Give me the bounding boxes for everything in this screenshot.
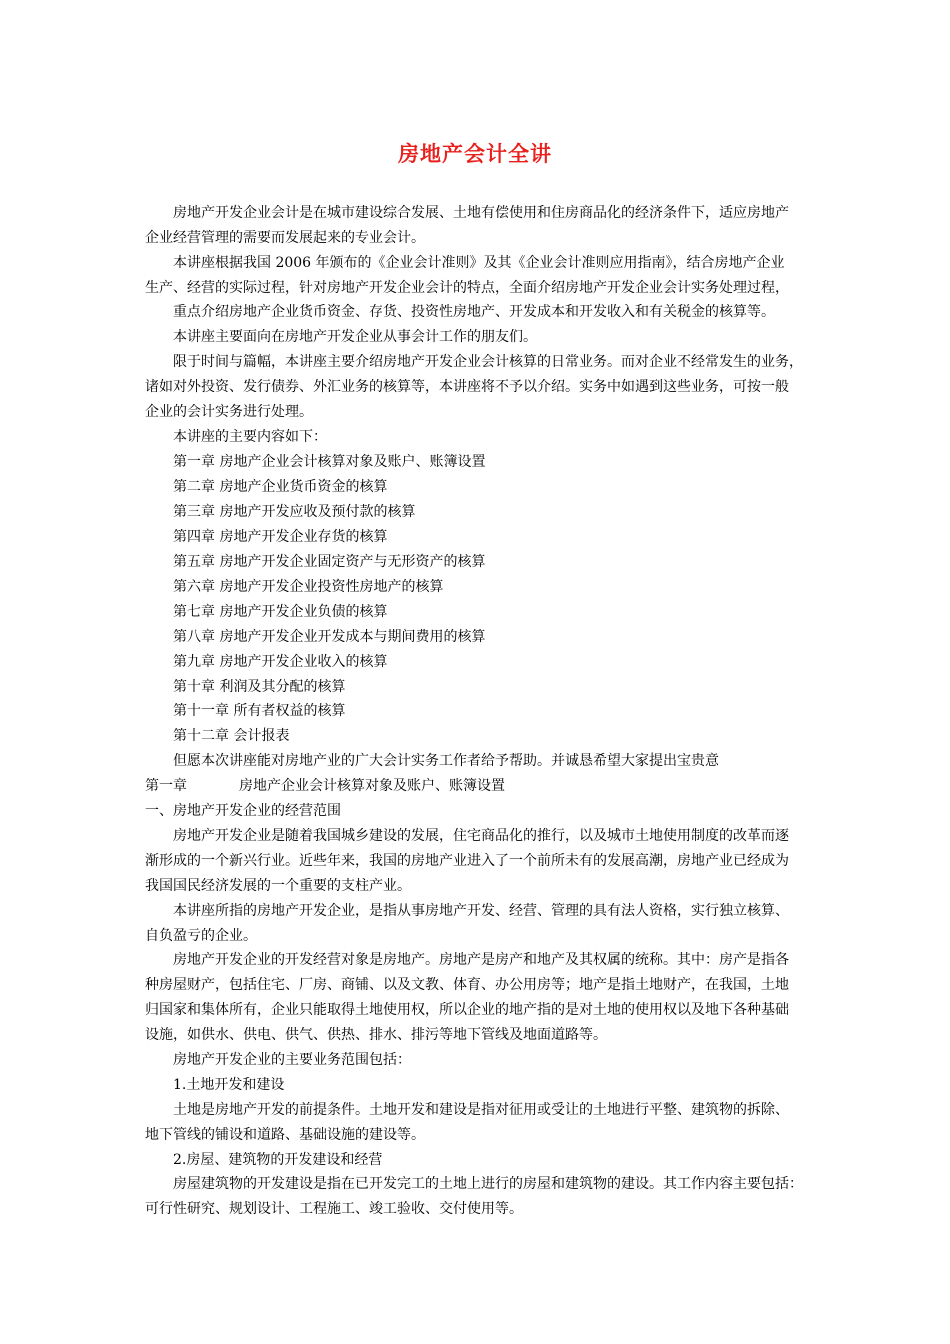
paragraph-line: 设施，如供水、供电、供气、供热、排水、排污等地下管线及地面道路等。 bbox=[145, 1027, 607, 1043]
paragraph-line: 本讲座主要面向在房地产开发企业从事会计工作的朋友们。 bbox=[173, 329, 537, 345]
paragraph-line: 企业的会计实务进行处理。 bbox=[145, 404, 313, 420]
toc-item: 第三章 房地产开发应收及预付款的核算 bbox=[173, 504, 416, 520]
paragraph-line: 房地产开发企业会计是在城市建设综合发展、土地有偿使用和住房商品化的经济条件下，适应房地产 bbox=[173, 205, 789, 221]
toc-item: 第十二章 会计报表 bbox=[173, 728, 290, 744]
paragraph-line: 房地产开发企业的开发经营对象是房地产。房地产是房产和地产及其权属的统称。其中：房产是指各 bbox=[173, 952, 789, 968]
paragraph-line: 本讲座的主要内容如下： bbox=[173, 429, 327, 445]
paragraph-line: 地下管线的铺设和道路、基础设施的建设等。 bbox=[145, 1127, 425, 1143]
toc-item: 第一章 房地产企业会计核算对象及账户、账簿设置 bbox=[173, 454, 486, 470]
subsection-heading: 1.土地开发和建设 bbox=[173, 1077, 285, 1093]
toc-item: 第十章 利润及其分配的核算 bbox=[173, 679, 346, 695]
toc-item: 第十一章 所有者权益的核算 bbox=[173, 703, 346, 719]
chapter-number: 第一章 bbox=[145, 778, 187, 794]
subsection-heading: 2.房屋、建筑物的开发建设和经营 bbox=[173, 1152, 383, 1168]
paragraph-line: 房屋建筑物的开发建设是指在已开发完工的土地上进行的房屋和建筑物的建设。其工作内容主要包括： bbox=[173, 1176, 803, 1192]
paragraph-line: 诸如对外投资、发行债券、外汇业务的核算等，本讲座将不予以介绍。实务中如遇到这些业务，可按一般 bbox=[145, 379, 789, 395]
chapter-title: 房地产企业会计核算对象及账户、账簿设置 bbox=[239, 778, 505, 794]
paragraph-line: 重点介绍房地产企业货币资金、存货、投资性房地产、开发成本和开发收入和有关税金的核算等。 bbox=[173, 304, 775, 320]
paragraph-line: 但愿本次讲座能对房地产业的广大会计实务工作者给予帮助。并诚恳希望大家提出宝贵意 bbox=[173, 753, 719, 769]
toc-item: 第五章 房地产开发企业固定资产与无形资产的核算 bbox=[173, 554, 486, 570]
paragraph-line: 本讲座根据我国 2006 年颁布的《企业会计准则》及其《企业会计准则应用指南》，结合房地产企业 bbox=[173, 255, 785, 271]
toc-item: 第四章 房地产开发企业存货的核算 bbox=[173, 529, 388, 545]
paragraph-line: 房地产开发企业的主要业务范围包括： bbox=[173, 1052, 411, 1068]
paragraph-line: 限于时间与篇幅，本讲座主要介绍房地产开发企业会计核算的日常业务。而对企业不经常发生的业务， bbox=[173, 354, 803, 370]
paragraph-line: 渐形成的一个新兴行业。近些年来，我国的房地产业进入了一个前所未有的发展高潮，房地产业已经成为 bbox=[145, 853, 789, 869]
paragraph-line: 可行性研究、规划设计、工程施工、竣工验收、交付使用等。 bbox=[145, 1201, 523, 1217]
paragraph-line: 种房屋财产，包括住宅、厂房、商铺、以及文教、体育、办公用房等；地产是指土地财产，在我国，土地 bbox=[145, 977, 789, 993]
paragraph-line: 土地是房地产开发的前提条件。土地开发和建设是指对征用或受让的土地进行平整、建筑物的拆除、 bbox=[173, 1102, 789, 1118]
section-heading: 一、房地产开发企业的经营范围 bbox=[145, 803, 341, 819]
paragraph-line: 本讲座所指的房地产开发企业，是指从事房地产开发、经营、管理的具有法人资格，实行独立核算、 bbox=[173, 903, 789, 919]
paragraph-line: 归国家和集体所有，企业只能取得土地使用权，所以企业的地产指的是对土地的使用权以及地下各种基础 bbox=[145, 1002, 789, 1018]
toc-item: 第二章 房地产企业货币资金的核算 bbox=[173, 479, 388, 495]
toc-item: 第八章 房地产开发企业开发成本与期间费用的核算 bbox=[173, 629, 486, 645]
toc-item: 第九章 房地产开发企业收入的核算 bbox=[173, 654, 388, 670]
document-title: 房地产会计全讲 bbox=[398, 142, 552, 166]
paragraph-line: 生产、经营的实际过程，针对房地产开发企业会计的特点，全面介绍房地产开发企业会计实务处理过程， bbox=[145, 280, 789, 296]
toc-item: 第六章 房地产开发企业投资性房地产的核算 bbox=[173, 579, 444, 595]
toc-item: 第七章 房地产开发企业负债的核算 bbox=[173, 604, 388, 620]
paragraph-line: 我国国民经济发展的一个重要的支柱产业。 bbox=[145, 878, 411, 894]
paragraph-line: 房地产开发企业是随着我国城乡建设的发展，住宅商品化的推行，以及城市土地使用制度的改革而逐 bbox=[173, 828, 789, 844]
chapter-heading bbox=[145, 776, 505, 796]
paragraph-line: 自负盈亏的企业。 bbox=[145, 928, 257, 944]
paragraph-line: 企业经营管理的需要而发展起来的专业会计。 bbox=[145, 230, 425, 246]
